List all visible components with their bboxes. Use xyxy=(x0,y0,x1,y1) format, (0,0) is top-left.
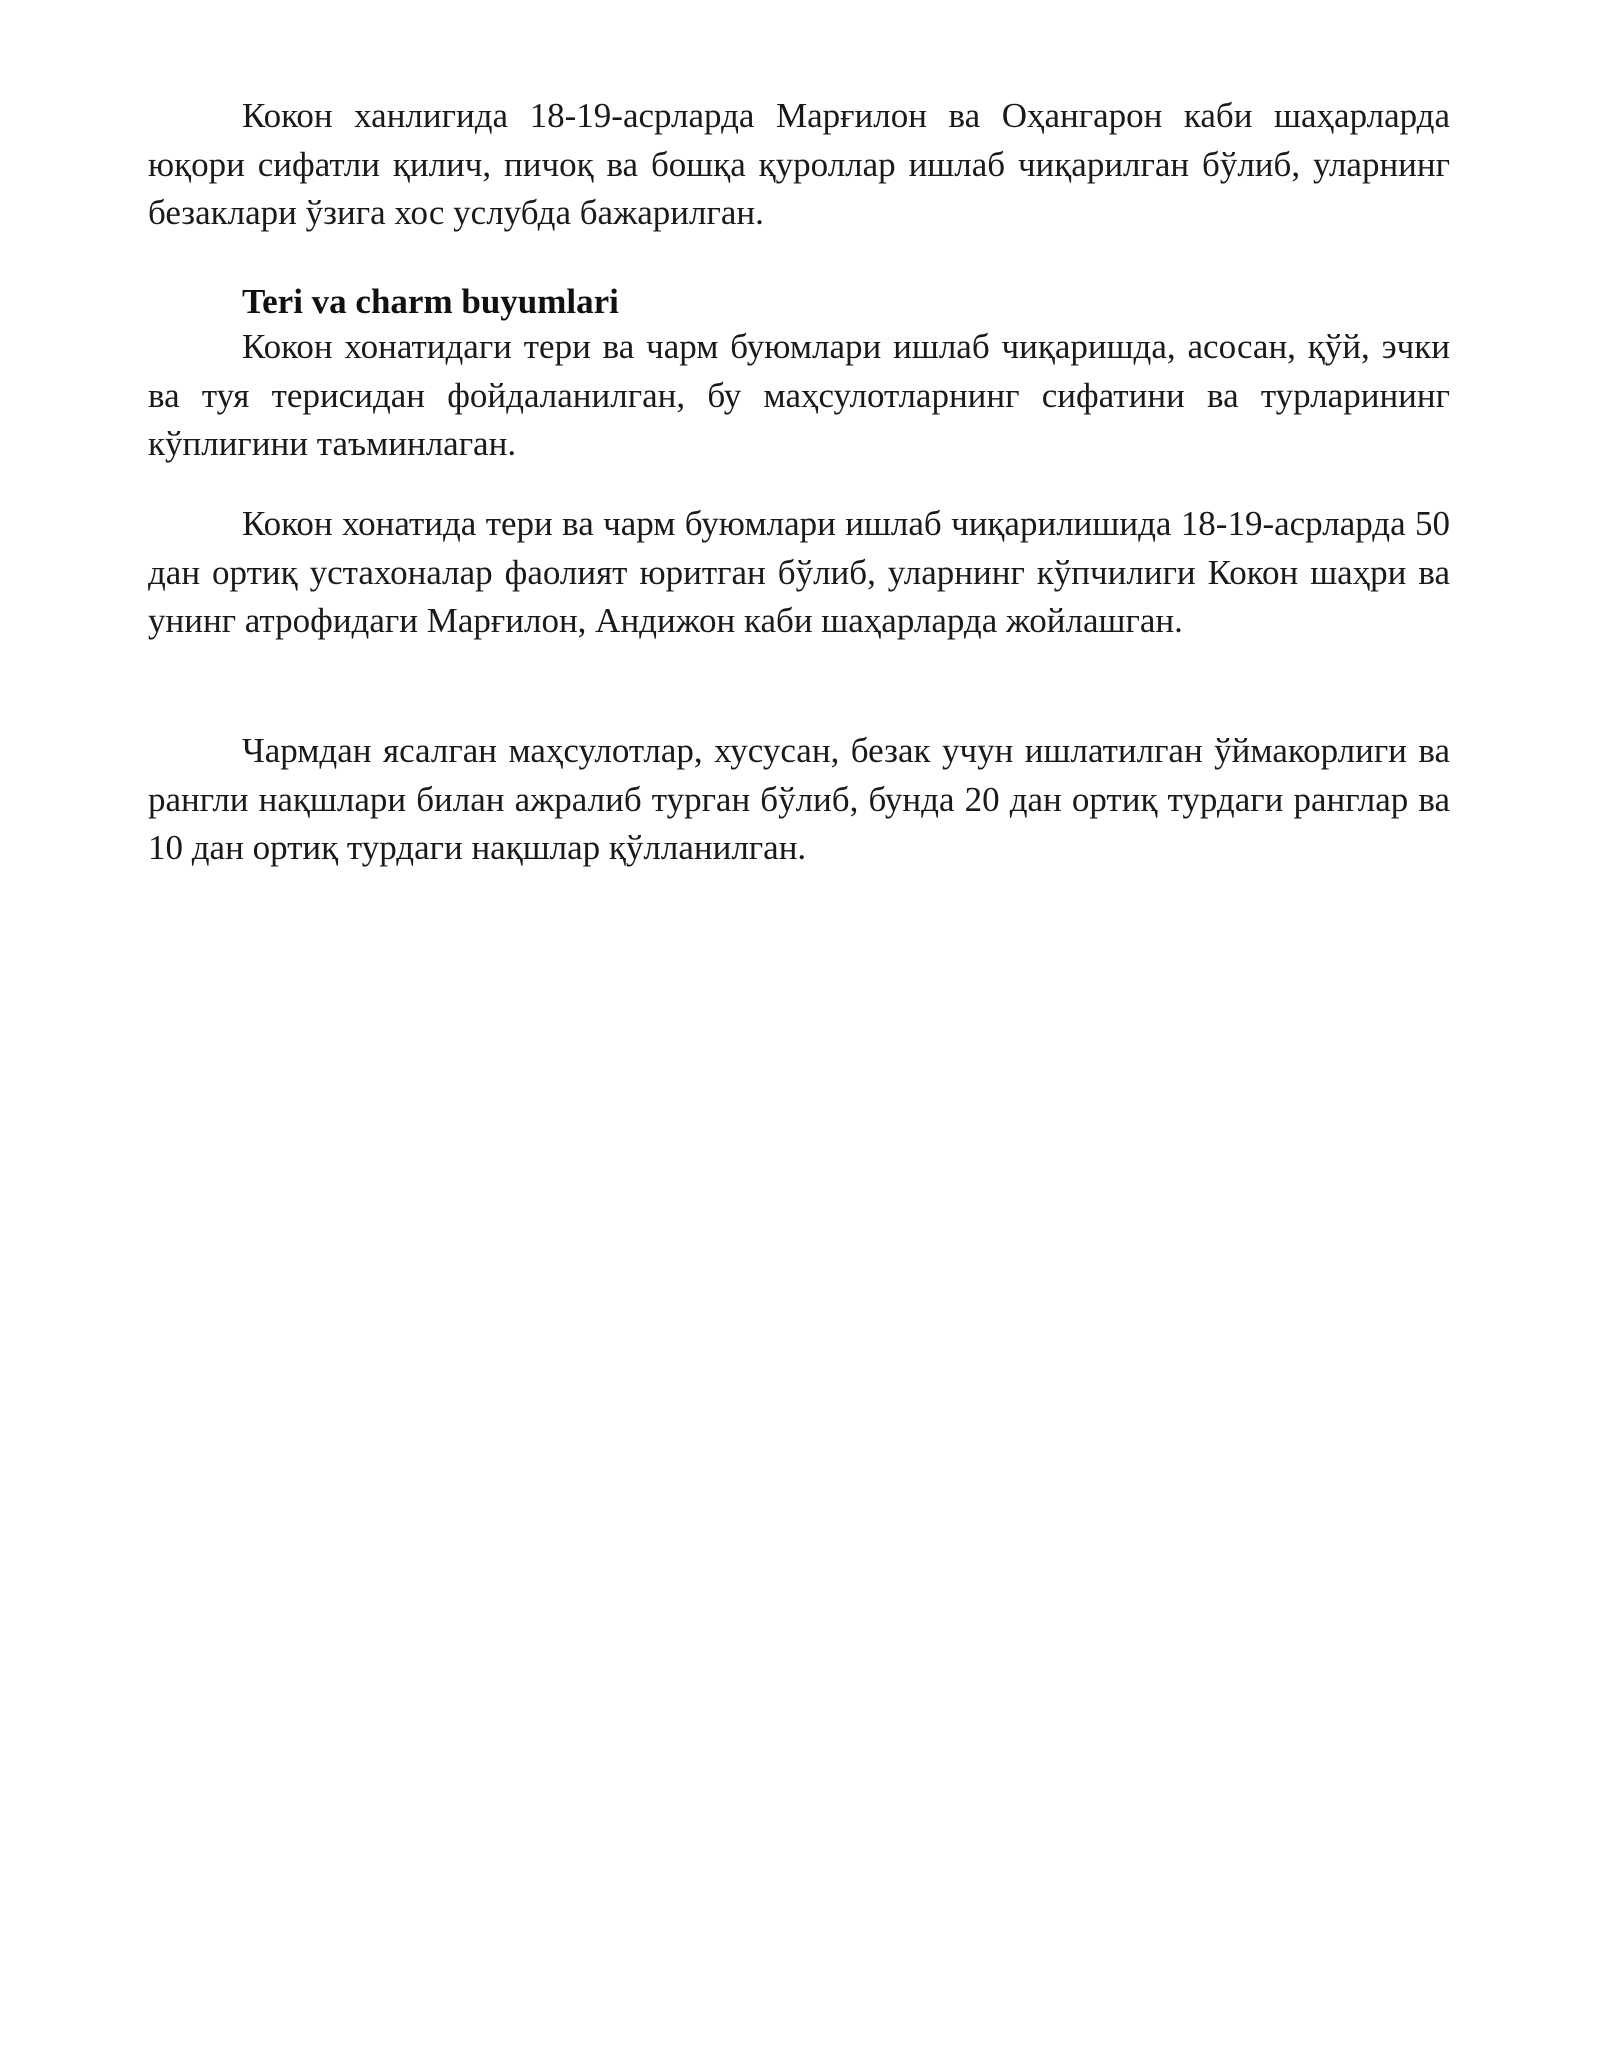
paragraph-leather-materials: Кокон хонатидаги тери ва чарм буюмлари ишлаб чиқаришда, асосан, қўй, эчки ва туя терисидан фойдаланилган, бу маҳсулотларнинг сифатини ва турларининг кўплигини таъминлаган. xyxy=(148,327,1450,463)
paragraph-workshops: Кокон хонатида тери ва чарм буюмлари ишлаб чиқарилишида 18-19-асрларда 50 дан ортиқ устахоналар фаолият юритган бўлиб, уларнинг кўпчилиги Кокон шаҳри ва унинг атрофидаги Марғилон, Андижон каби шаҳарларда жойлашган. xyxy=(148,504,1450,640)
paragraph-weapons: Кокон ханлигида 18-19-асрларда Марғилон ва Оҳангарон каби шаҳарларда юқори сифатли қилич, пичоқ ва бошқа қуроллар ишлаб чиқарилган бўлиб, уларнинг безаклари ўзига хос услубда бажарилган. xyxy=(148,96,1450,232)
section-heading: Teri va charm buyumlari xyxy=(242,282,619,321)
paragraph-ornaments: Чармдан ясалган маҳсулотлар, хусусан, безак учун ишлатилган ўймакорлиги ва рангли нақшлари билан ажралиб турган бўлиб, бунда 20 дан ортиқ турдаги ранглар ва 10 дан ортиқ турдаги нақшлар қўлланилган. xyxy=(148,731,1450,867)
